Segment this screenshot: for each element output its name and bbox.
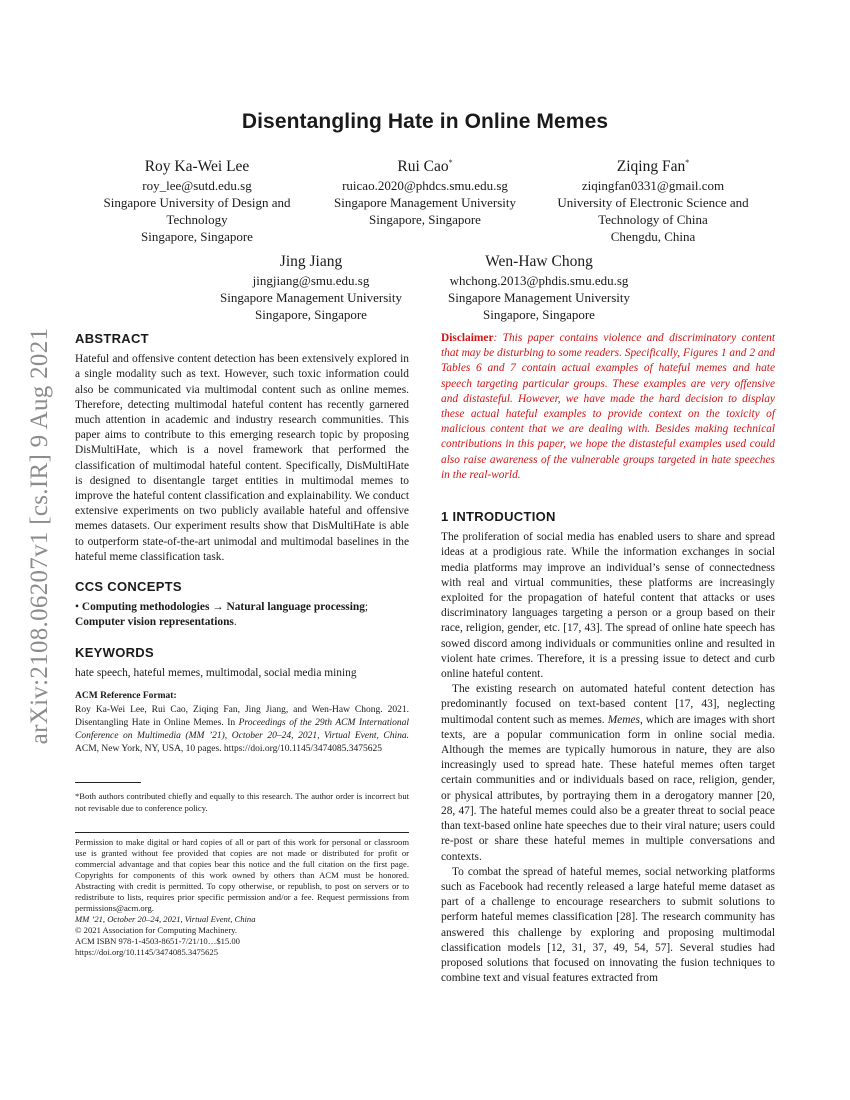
author-block xyxy=(87,153,307,245)
acm-reference-text: Roy Ka-Wei Lee, Rui Cao, Ziqing Fan, Jing Jiang, and Wen-Haw Chong. 2021. Disentangling Hate in Online Memes. In Proceedings of the 29th ACM International Conference on Multimedia (MM ’21), October 20–24, 2021, Virtual Event, China. ACM, New York, NY, USA, 10 pages. https://doi.org/10.1145/3474085.3475625 xyxy=(75,705,410,755)
author-email: roy_lee@sutd.edu.sg xyxy=(142,178,252,193)
disclaimer-label: Disclaimer xyxy=(441,332,494,344)
intro-paragraph-2: The existing research on automated hateful content detection has predominantly focused on text-based content [17, 43], neglecting multimodal content such as memes. Memes, which are images with short texts, are a popular communication form in online social media. Although the memes are typically humorous in nature, they are also increasingly used to spread hate. These hateful memes often target certain communities and or individuals based on race, religion, gender, or physical attributes, by portraying them in a derogatory manner [20, 28, 47]. The hateful memes could also be a greater threat to social peace than text-based online hate speeches due to their viral nature; users could re-post or share these hateful memes in multiple conversations and contexts. xyxy=(441,683,775,863)
disclaimer-text: : This paper contains violence and discriminatory content that may be disturbing to some readers. Specifically, Figures 1 and 2 and Tables 6 and 7 contain actual examples of hateful memes and hate speech targeting particular groups. These examples are very offensive and distasteful. However, we have made the hard decision to display these actual hateful examples to provide context on the toxicity of malicious content that we are dealing with. Besides making technical contributions in this paper, we hope the distasteful examples used could also raise awareness of the vulnerable groups targeted in hate speeches in the real-world. xyxy=(441,332,775,481)
author-location: Chengdu, China xyxy=(610,229,696,244)
author-location: Singapore, Singapore xyxy=(483,307,595,322)
intro-paragraph-1: The proliferation of social media has enabled users to share and spread ideas at a prodigious rate. While the information exchanges in social media platforms may improve an individual’s sense of connectedness with real and virtual communities, these platforms are increasingly exploited for the propagation of hateful content that attacks or uses discriminatory languages targeting a person or a group based on their race, religion, gender, etc. [17, 43]. The spread of online hate speech has sowed discord among individuals or communities online and resulted in violent hate crimes. Therefore, it is a pressing issue to detect and curb online hateful content. xyxy=(441,531,775,681)
ccs-heading: CCS CONCEPTS xyxy=(75,579,182,595)
author-name: Jing Jiang xyxy=(279,253,343,270)
author-affiliation: Singapore Management University xyxy=(448,290,630,305)
permission-copyright: © 2021 Association for Computing Machinery. xyxy=(75,925,238,936)
author-affiliation-cont: Technology xyxy=(166,212,228,227)
author-block xyxy=(315,153,535,228)
keywords-heading: KEYWORDS xyxy=(75,644,154,660)
author-email: ruicao.2020@phdcs.smu.edu.sg xyxy=(342,178,508,193)
author-name: Roy Ka-Wei Lee xyxy=(144,158,250,175)
arxiv-stamp xyxy=(20,302,60,770)
disclaimer xyxy=(441,331,775,483)
author-affiliation: Singapore Management University xyxy=(220,290,402,305)
ccs-concepts: • Computing methodologies → Natural language processing; Computer vision representations. xyxy=(75,601,369,629)
permission-venue: MM ’21, October 20–24, 2021, Virtual Event, China xyxy=(75,914,256,925)
intro-paragraph-3: To combat the spread of hateful memes, social networking platforms such as Facebook had recently released a large hateful meme dataset as part of a challenge to encourage researchers to submit solutions to perform hateful memes classification [28]. The research community has answered this challenge by exploring and proposing multimodal classification models [12, 31, 37, 49, 54, 57]. Several studies had proposed solutions that focused on innovating the fusion techniques to combine text and visual features extracted from xyxy=(441,865,775,985)
right-column xyxy=(441,331,775,986)
permission-rule xyxy=(75,832,409,833)
author-block xyxy=(201,252,421,323)
left-column xyxy=(75,331,409,958)
footnote: *Both authors contributed chiefly and equally to this research. The author order is incorrect but not revisable due to conference policy. xyxy=(75,791,409,813)
author-name: Wen-Haw Chong xyxy=(485,253,593,270)
author-location: Singapore, Singapore xyxy=(141,229,253,244)
author-affiliation-cont: Technology of China xyxy=(598,212,708,227)
author-block xyxy=(429,252,649,323)
author-affiliation: University of Electronic Science and xyxy=(557,195,749,210)
acm-reference-heading: ACM Reference Format: xyxy=(75,691,177,702)
author-location: Singapore, Singapore xyxy=(369,212,481,227)
abstract-heading: ABSTRACT xyxy=(75,331,149,346)
author-email: jingjiang@smu.edu.sg xyxy=(252,273,370,288)
abstract-text: Hateful and offensive content detection has been extensively explored in a single modality such as text. However, such toxic information could also be communicated via multimodal content such as online memes. Therefore, detecting multimodal hateful content has recently garnered much attention in academic and industry research communities. This paper aims to contribute to this emerging research topic by proposing DisMultiHate, which is a novel framework that performed the classification of multimodal hateful content. Specifically, DisMultiHate is designed to disentangle target entities in multimodal memes to improve the hateful content classification and explainability. We conduct extensive experiments on two publicly available hateful and offensive memes datasets. Our experiment results show that DisMultiHate is able to outperform state-of-the-art unimodal and multimodal baselines in the hateful meme classification task. xyxy=(75,353,409,563)
footnote-rule xyxy=(75,782,141,783)
arxiv-stamp-text: arXiv:2108.06207v1 [cs.IR] 9 Aug 2021 xyxy=(26,327,53,745)
introduction-heading: 1 INTRODUCTION xyxy=(441,509,556,525)
author-affiliation: Singapore Management University xyxy=(334,195,516,210)
author-affiliation: Singapore University of Design and xyxy=(103,195,291,210)
permission-doi: https://doi.org/10.1145/3474085.3475625 xyxy=(75,947,218,958)
permission-text: Permission to make digital or hard copies of all or part of this work for personal or classroom use is granted without fee provided that copies are not made or distributed for profit or commercial advantage and that copies bear this notice and the full citation on the first page. Copyrights for components of this work owned by others than ACM must be honored. Abstracting with credit is permitted. To copy otherwise, or republish, to post on servers or to redistribute to lists, requires prior specific permission and/or a fee. Request permissions from permissions@acm.org. xyxy=(75,837,409,914)
author-name: Ziqing Fan* xyxy=(616,158,690,175)
author-name: Rui Cao* xyxy=(397,158,453,175)
author-location: Singapore, Singapore xyxy=(255,307,367,322)
author-block xyxy=(543,153,763,245)
permission-isbn: ACM ISBN 978-1-4503-8651-7/21/10…$15.00 xyxy=(75,936,240,947)
permission-block xyxy=(75,837,409,958)
author-email: whchong.2013@phdis.smu.edu.sg xyxy=(449,273,629,288)
paper-title: Disentangling Hate in Online Memes xyxy=(241,110,609,133)
keywords-text: hate speech, hateful memes, multimodal, social media mining xyxy=(75,666,357,679)
author-email: ziqingfan0331@gmail.com xyxy=(581,178,725,193)
